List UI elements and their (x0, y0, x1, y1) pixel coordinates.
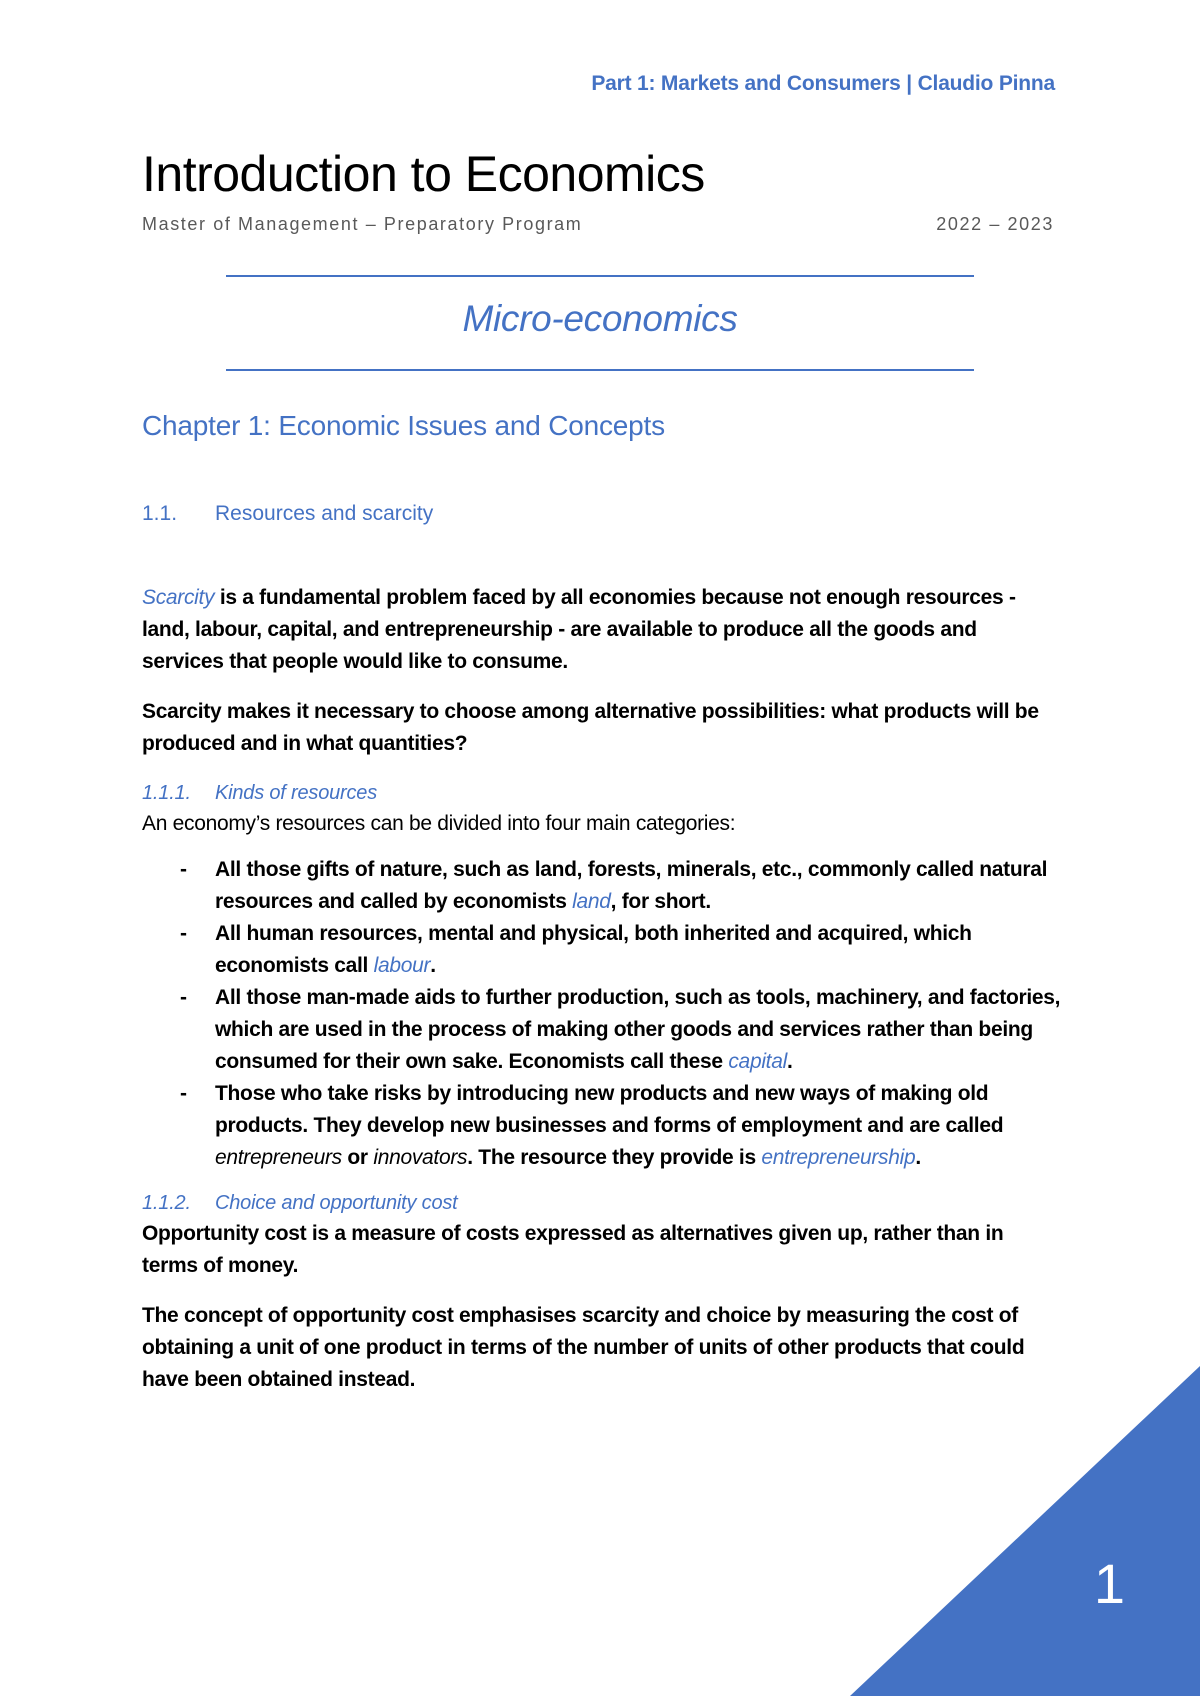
term-entrepreneurs: entrepreneurs (215, 1146, 342, 1169)
list-item (142, 982, 1062, 1078)
subtitle-program: Master of Management – Preparatory Program (142, 214, 583, 234)
chapter-heading: Chapter 1: Economic Issues and Concepts (142, 410, 665, 441)
heading-text: Kinds of resources (215, 782, 378, 804)
list-item (142, 918, 1062, 982)
subtitle-year: 2022 – 2023 (936, 214, 1054, 234)
document-title: Introduction to Economics (142, 146, 705, 202)
heading-number: 1.1. (142, 502, 178, 525)
list-item-text: . (430, 954, 436, 977)
paragraph-text: is a fundamental problem faced by all economies because not enough resources - land, labour, capital, and entrepreneurship - are available to produce all the goods and services that people would like to consume. (142, 586, 1016, 673)
paragraph-categories-intro: An economy’s resources can be divided into four main categories: (142, 812, 736, 835)
list-item-text: . The resource they provide is (467, 1146, 762, 1169)
dash-bullet: - (180, 858, 187, 881)
section-rule-bottom (226, 369, 974, 371)
paragraph-opportunity-cost-concept: The concept of opportunity cost emphasises scarcity and choice by measuring the cost of obtaining a unit of one product in terms of the number of units of other products that could have been obtained instead. (142, 1304, 1025, 1391)
heading-text: Choice and opportunity cost (215, 1192, 458, 1214)
heading-number: 1.1.1. (142, 782, 191, 804)
dash-bullet: - (180, 986, 187, 1009)
list-item-text: All those gifts of nature, such as land, forests, minerals, etc., commonly called natural resources and called by economists (215, 858, 1048, 913)
list-item-text: All those man-made aids to further production, such as tools, machinery, and factories, which are used in the process of making other goods and services rather than being consumed for their own sake. Economists call these (215, 986, 1061, 1073)
term-labour: labour (373, 954, 431, 977)
list-item-text: . (786, 1050, 793, 1073)
term-scarcity: Scarcity (142, 586, 215, 609)
list-item-text: or (341, 1146, 374, 1169)
list-item (142, 1078, 1062, 1174)
corner-triangle-shape (850, 1366, 1200, 1696)
heading-1-1-1 (142, 778, 1062, 808)
term-entrepreneurship: entrepreneurship (761, 1146, 916, 1169)
paragraph-scarcity (142, 582, 1062, 678)
list-item-text: , for short. (610, 890, 711, 913)
heading-text: Resources and scarcity (215, 502, 434, 525)
running-header: Part 1: Markets and Consumers | Claudio Pinna (591, 72, 1055, 95)
section-rule-top (226, 275, 974, 277)
heading-number: 1.1.2. (142, 1192, 191, 1214)
body-content (142, 582, 1062, 1414)
heading-1-1-2 (142, 1188, 1062, 1218)
list-item-text: . (915, 1146, 921, 1169)
dash-bullet: - (180, 1082, 187, 1105)
list-item-text: Those who take risks by introducing new products and new ways of making old products. They develop new businesses and forms of employment and are called (215, 1082, 1004, 1137)
list-item (142, 854, 1062, 918)
heading-1-1 (142, 502, 433, 526)
term-innovators: innovators (373, 1146, 468, 1169)
list-item-text: All human resources, mental and physical, both inherited and acquired, which economists call (215, 922, 972, 977)
page-number: 1 (1093, 1552, 1125, 1615)
document-subtitle (142, 214, 1054, 235)
term-land: land (572, 890, 611, 913)
section-title: Micro-economics (462, 298, 738, 339)
corner-triangle-decoration (850, 1366, 1200, 1696)
resource-list (142, 854, 1062, 1174)
paragraph-choice: Scarcity makes it necessary to choose among alternative possibilities: what products will be produced and in what quantities? (142, 700, 1039, 755)
paragraph-opportunity-cost: Opportunity cost is a measure of costs expressed as alternatives given up, rather than in terms of money. (142, 1222, 1004, 1277)
dash-bullet: - (180, 922, 187, 945)
term-capital: capital (728, 1050, 787, 1073)
